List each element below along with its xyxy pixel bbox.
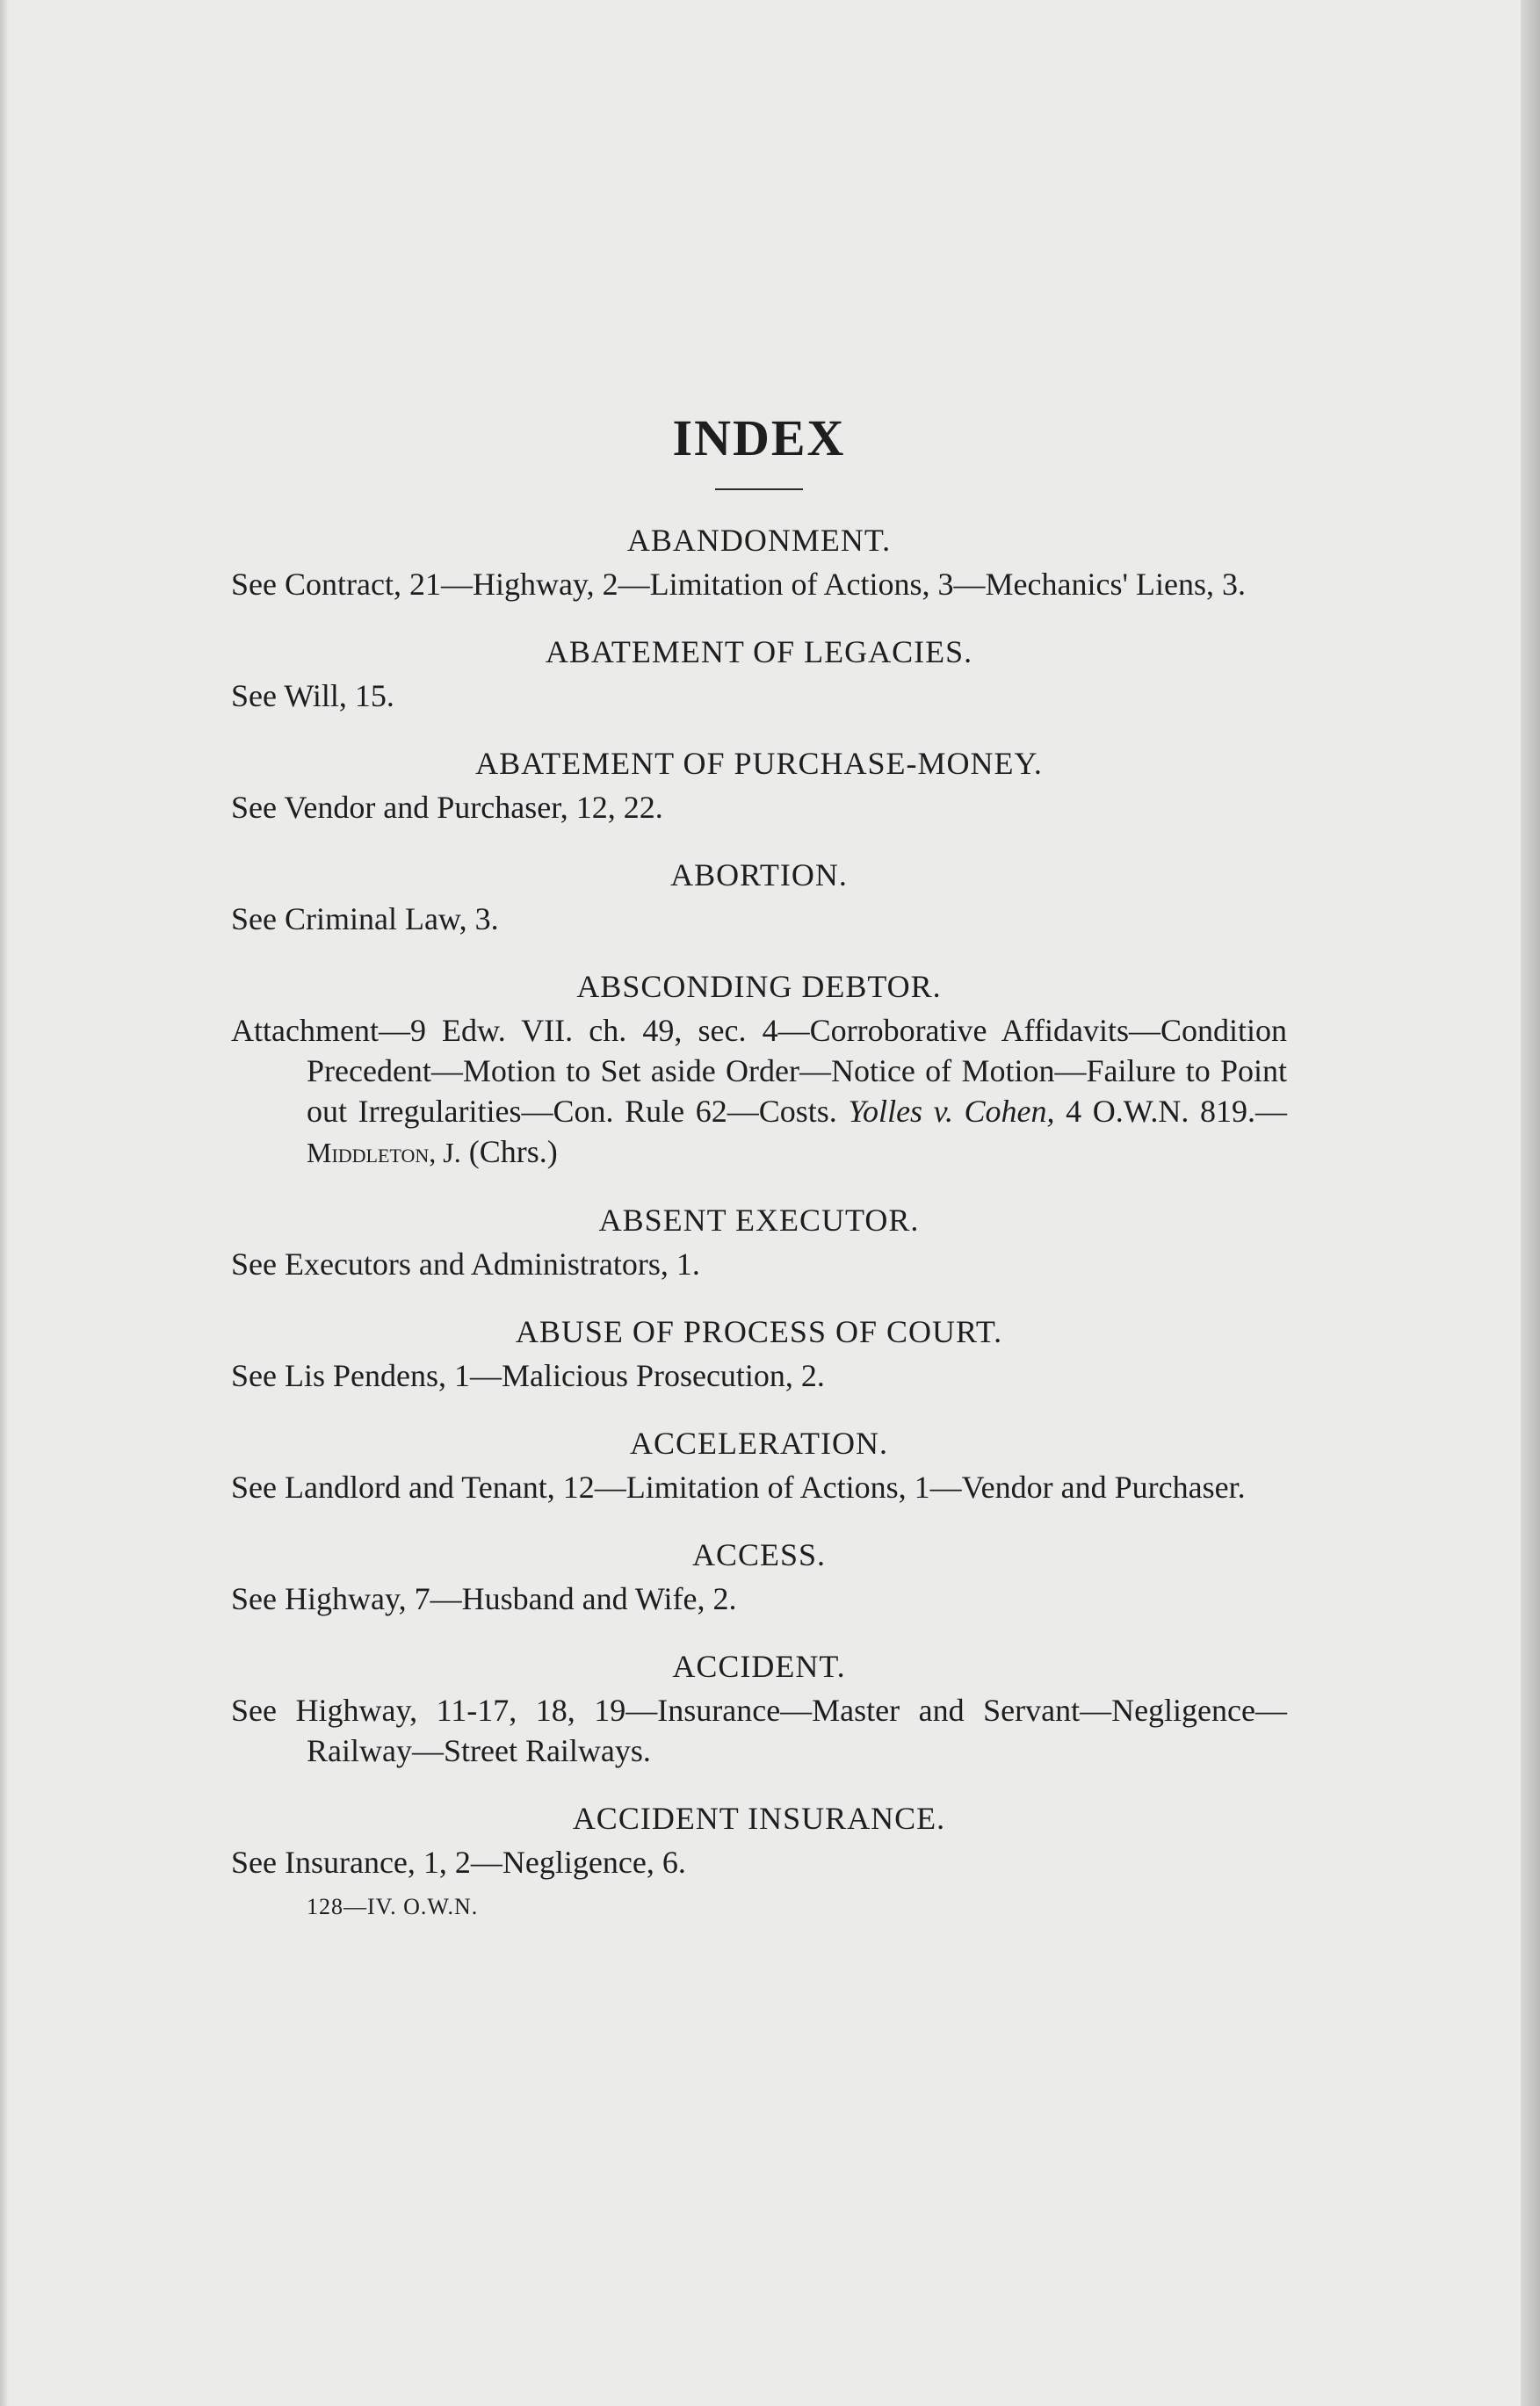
entry-text: See Contract, 21—Highway, 2—Limitation of Actions, 3—Mechanics' Liens, 3. bbox=[231, 567, 1246, 602]
entry-heading: ACCIDENT INSURANCE. bbox=[572, 1801, 946, 1836]
entry-heading: ACCELERATION. bbox=[630, 1426, 888, 1461]
entry-heading: ABUSE OF PROCESS OF COURT. bbox=[515, 1314, 1003, 1349]
entry-text: See Landlord and Tenant, 12—Limitation of Actions, 1—Vendor and Purchaser. bbox=[231, 1470, 1246, 1505]
judge-name: Middleton, J. bbox=[307, 1137, 461, 1168]
index-entry-accident bbox=[231, 1646, 1287, 1771]
chambers-note: (Chrs.) bbox=[468, 1134, 558, 1169]
page-right-edge bbox=[1521, 0, 1540, 2406]
index-entry-absconding-debtor bbox=[231, 966, 1287, 1173]
entry-text: See Insurance, 1, 2—Negligence, 6. bbox=[231, 1845, 686, 1880]
entry-text: See Executors and Administrators, 1. bbox=[231, 1246, 700, 1282]
index-entry-abortion bbox=[231, 855, 1287, 939]
signature-mark: 128—IV. O.W.N. bbox=[307, 1894, 479, 1919]
index-column bbox=[231, 387, 1287, 1920]
entry-heading: ABATEMENT OF PURCHASE-MONEY. bbox=[475, 746, 1043, 781]
entry-text: See Highway, 7—Husband and Wife, 2. bbox=[231, 1581, 737, 1616]
index-entry-absent-executor bbox=[231, 1200, 1287, 1284]
entry-text: See Vendor and Purchaser, 12, 22. bbox=[231, 790, 663, 825]
case-name: Yolles v. Cohen, bbox=[848, 1094, 1055, 1129]
index-entry-abatement-of-legacies bbox=[231, 632, 1287, 716]
entry-text: See Will, 15. bbox=[231, 678, 394, 713]
entry-text: See Criminal Law, 3. bbox=[231, 901, 499, 936]
entry-text bbox=[231, 1010, 1287, 1173]
index-entry-abuse-of-process bbox=[231, 1311, 1287, 1396]
index-entry-acceleration bbox=[231, 1423, 1287, 1507]
entry-heading: ABSENT EXECUTOR. bbox=[598, 1203, 920, 1238]
entry-heading: ABORTION. bbox=[670, 857, 848, 892]
index-entry-abatement-of-purchase-money bbox=[231, 743, 1287, 827]
index-entry-abandonment bbox=[231, 520, 1287, 604]
index-entry-access bbox=[231, 1535, 1287, 1619]
entry-heading: ABSCONDING DEBTOR. bbox=[576, 969, 942, 1004]
citation: 4 O.W.N. 819.— bbox=[1066, 1094, 1288, 1129]
entry-text: See Lis Pendens, 1—Malicious Prosecution, 2. bbox=[231, 1358, 825, 1393]
entry-heading: ABATEMENT OF LEGACIES. bbox=[545, 634, 973, 669]
entry-text: See Highway, 11-17, 18, 19—Insurance—Master and Servant—Negligence—Railway—Street Railways. bbox=[231, 1693, 1287, 1768]
page-title: INDEX bbox=[672, 409, 846, 466]
index-entry-accident-insurance bbox=[231, 1798, 1287, 1882]
entry-text-part: Attachment—9 Edw. VII. ch. 49, sec. 4—Corroborative Affidavits—Condition Precedent—Motion to Set aside Order—Notice of Motion—Failure to Point out Irregularities—Con. Rule 62—Costs. bbox=[231, 1013, 1287, 1129]
title-rule bbox=[715, 488, 803, 490]
entry-heading: ABANDONMENT. bbox=[626, 523, 892, 558]
page-left-edge bbox=[0, 0, 9, 2406]
entry-heading: ACCESS. bbox=[691, 1537, 827, 1572]
entry-heading: ACCIDENT. bbox=[672, 1649, 846, 1684]
